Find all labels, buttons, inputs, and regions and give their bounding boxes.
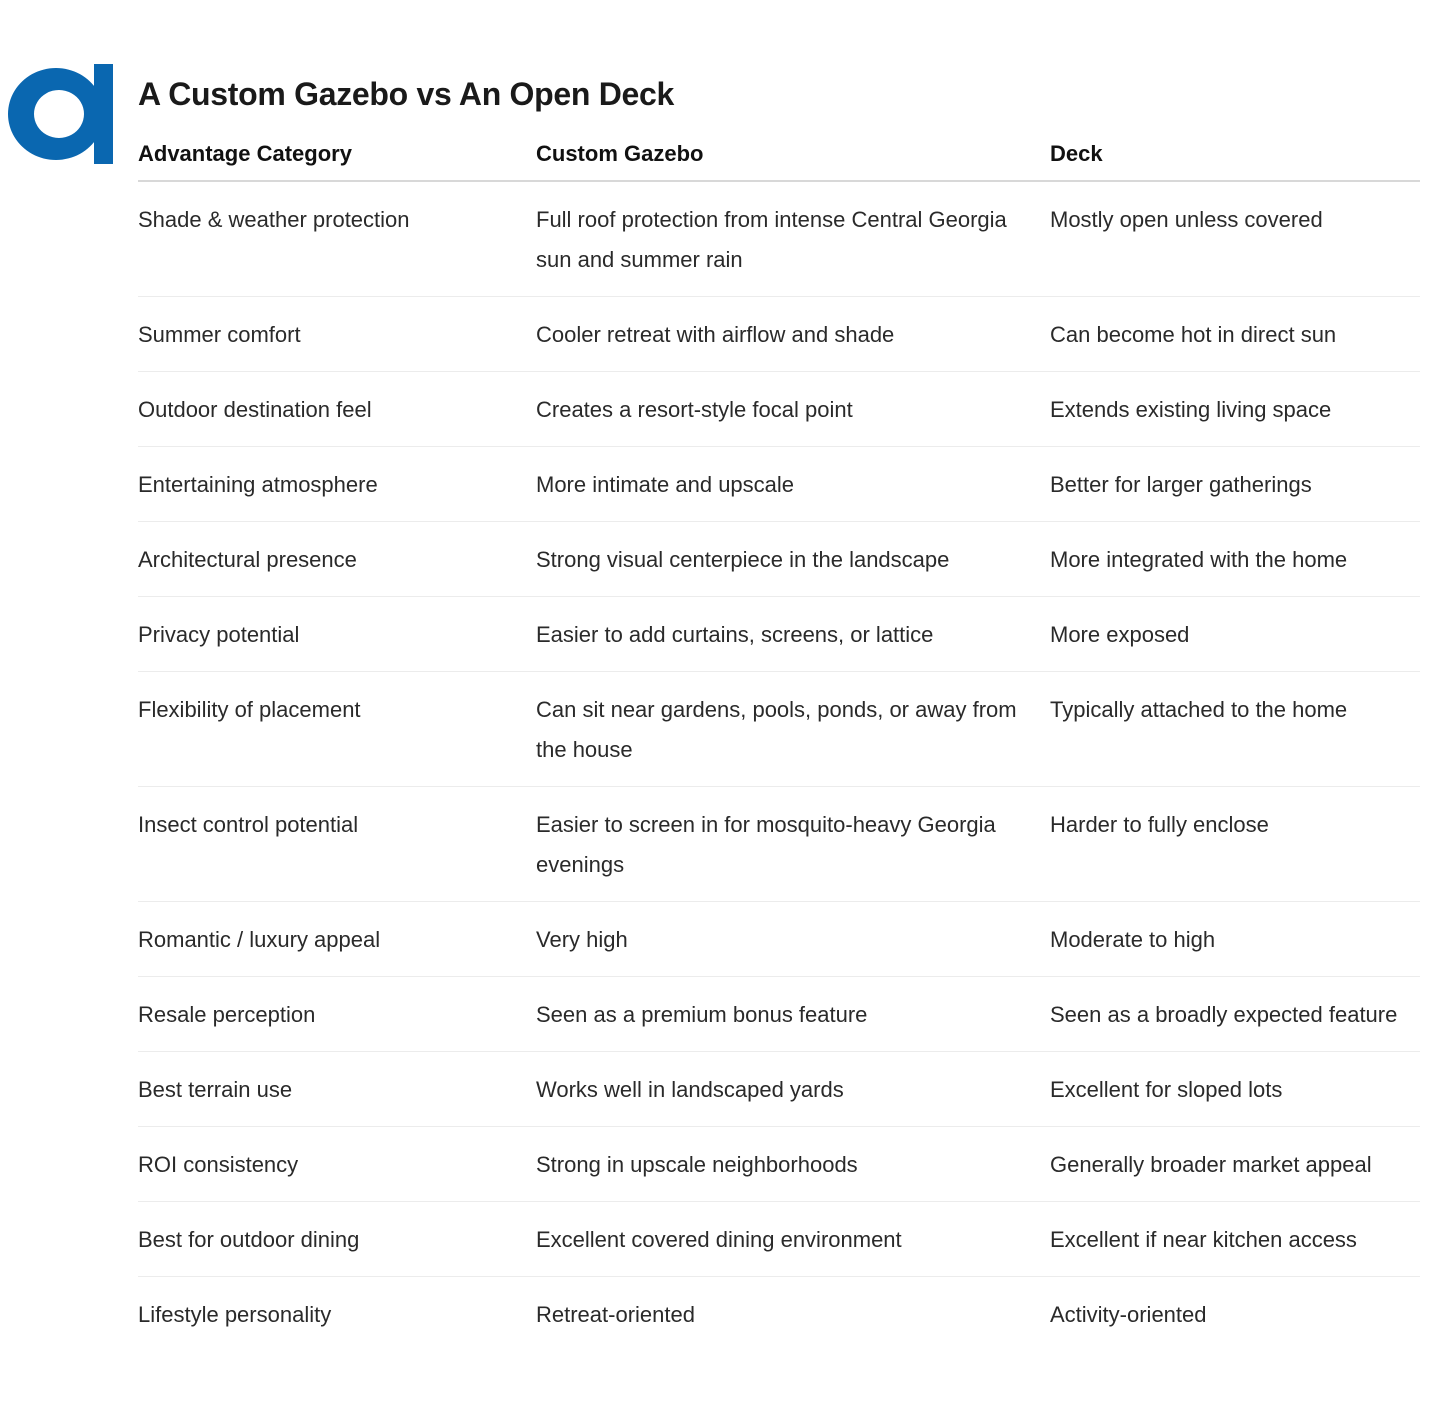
cell-deck: Extends existing living space	[1050, 372, 1420, 447]
table-row	[138, 1052, 1420, 1127]
table-row	[138, 447, 1420, 522]
table-row	[138, 372, 1420, 447]
cell-deck: Mostly open unless covered	[1050, 181, 1420, 297]
cell-deck: More exposed	[1050, 597, 1420, 672]
table-row	[138, 522, 1420, 597]
cell-advantage-category: Outdoor destination feel	[138, 372, 536, 447]
cell-custom-gazebo: Seen as a premium bonus feature	[536, 977, 1050, 1052]
cell-custom-gazebo: Cooler retreat with airflow and shade	[536, 297, 1050, 372]
table-row	[138, 787, 1420, 902]
cell-advantage-category: Privacy potential	[138, 597, 536, 672]
cell-custom-gazebo: Full roof protection from intense Central Georgia sun and summer rain	[536, 181, 1050, 297]
cell-deck: Can become hot in direct sun	[1050, 297, 1420, 372]
comparison-table-container	[138, 128, 1420, 1351]
cell-custom-gazebo: Easier to add curtains, screens, or lattice	[536, 597, 1050, 672]
brand-logo-icon	[6, 62, 114, 166]
cell-advantage-category: Summer comfort	[138, 297, 536, 372]
cell-custom-gazebo: Retreat-oriented	[536, 1302, 695, 1327]
cell-advantage-category: Resale perception	[138, 977, 536, 1052]
cell-deck: Moderate to high	[1050, 902, 1420, 977]
cell-deck: Harder to fully enclose	[1050, 787, 1420, 902]
cell-deck: Better for larger gatherings	[1050, 447, 1420, 522]
table-row	[138, 1127, 1420, 1202]
header-custom-gazebo: Custom Gazebo	[536, 128, 1050, 181]
cell-custom-gazebo: Strong visual centerpiece in the landscape	[536, 522, 1050, 597]
cell-advantage-category: ROI consistency	[138, 1127, 536, 1202]
cell-advantage-category: Flexibility of placement	[138, 672, 536, 787]
header-deck: Deck	[1050, 128, 1420, 181]
cell-deck: Excellent if near kitchen access	[1050, 1202, 1420, 1277]
cell-deck: Seen as a broadly expected feature	[1050, 977, 1420, 1052]
cell-deck: Typically attached to the home	[1050, 672, 1420, 787]
cell-custom-gazebo: Creates a resort-style focal point	[536, 372, 1050, 447]
table-body	[138, 181, 1420, 1351]
cell-custom-gazebo: Can sit near gardens, pools, ponds, or away from the house	[536, 672, 1050, 787]
cell-custom-gazebo: More intimate and upscale	[536, 447, 1050, 522]
page-title: A Custom Gazebo vs An Open Deck	[138, 76, 674, 112]
cell-custom-gazebo: Strong in upscale neighborhoods	[536, 1127, 1050, 1202]
table-row	[138, 672, 1420, 787]
header-advantage-category: Advantage Category	[138, 128, 536, 181]
cell-advantage-category: Entertaining atmosphere	[138, 447, 536, 522]
table-row	[138, 902, 1420, 977]
cell-custom-gazebo: Works well in landscaped yards	[536, 1052, 1050, 1127]
cell-custom-gazebo: Easier to screen in for mosquito-heavy Georgia evenings	[536, 787, 1050, 902]
table-row	[138, 977, 1420, 1052]
cell-advantage-category: Best terrain use	[138, 1052, 536, 1127]
table-row	[138, 181, 1420, 297]
cell-advantage-category: Romantic / luxury appeal	[138, 902, 536, 977]
cell-advantage-category: Shade & weather protection	[138, 181, 536, 297]
comparison-table	[138, 128, 1420, 1351]
cell-deck: More integrated with the home	[1050, 522, 1420, 597]
cell-advantage-category: Architectural presence	[138, 522, 536, 597]
cell-advantage-category: Insect control potential	[138, 787, 536, 902]
cell-custom-gazebo: Excellent covered dining environment	[536, 1202, 1050, 1277]
cell-deck: Generally broader market appeal	[1050, 1127, 1420, 1202]
cell-deck: Activity-oriented	[1050, 1302, 1207, 1327]
cell-advantage-category: Best for outdoor dining	[138, 1202, 536, 1277]
table-row	[138, 297, 1420, 372]
cell-deck: Excellent for sloped lots	[1050, 1052, 1420, 1127]
table-row	[138, 1277, 1420, 1352]
cell-advantage-category: Lifestyle personality	[138, 1302, 332, 1327]
cell-custom-gazebo: Very high	[536, 902, 1050, 977]
table-row	[138, 1202, 1420, 1277]
table-row	[138, 597, 1420, 672]
table-header-row	[138, 128, 1420, 181]
